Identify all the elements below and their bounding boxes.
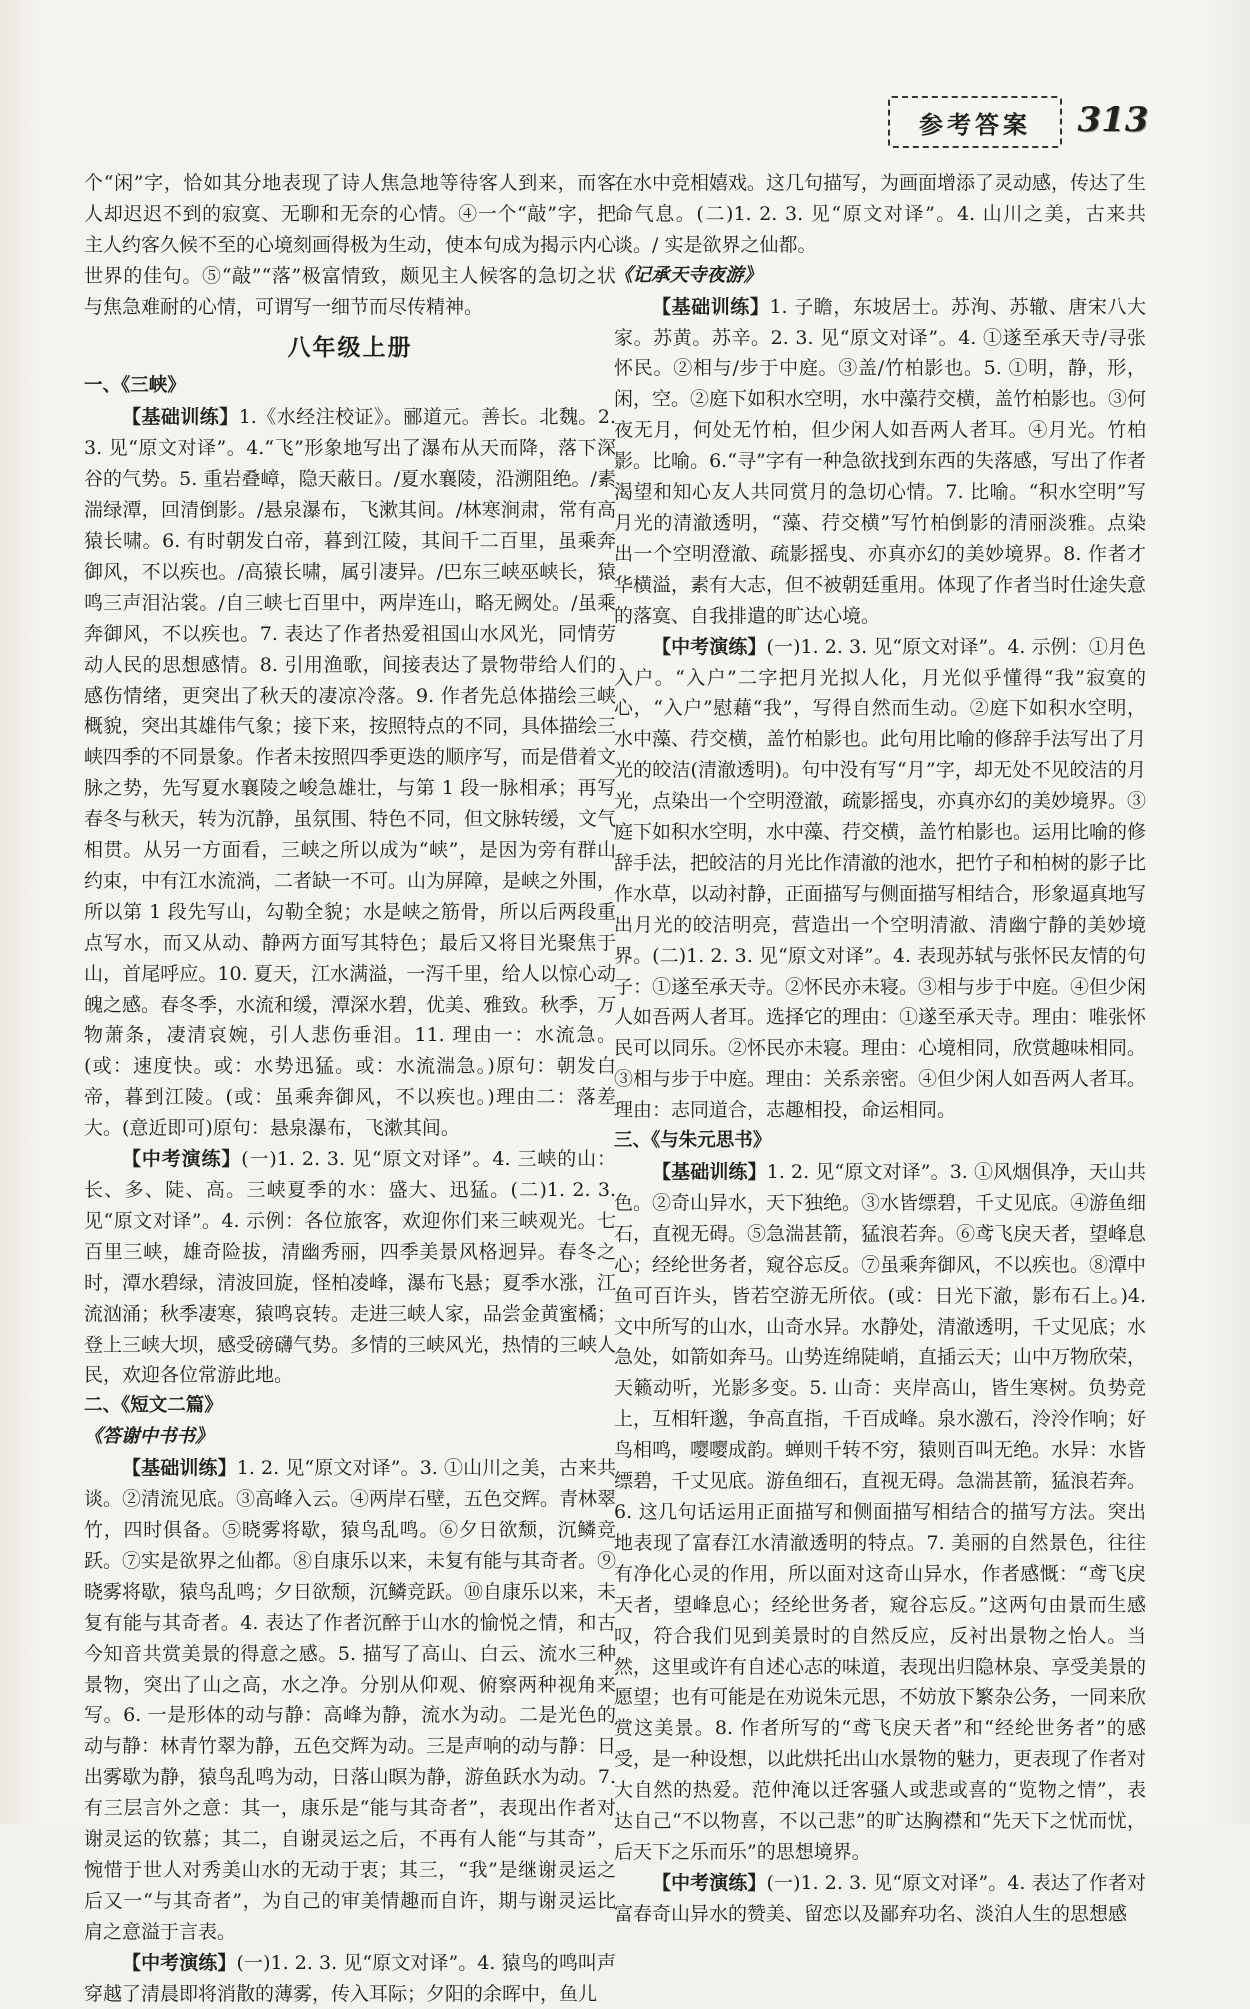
subsection-heading-chengtiansi: 《记承天寺夜游》: [614, 264, 763, 286]
answer-paragraph: [614, 1157, 1146, 1868]
right-continuation: 在水中竞相嬉戏。这几句描写，为画面增添了灵动感，传达了生命气息。(二)1. 2. 3. 见“原文对译”。4. 山川之美，古来共谈。/ 实是欲界之仙都。: [614, 172, 1147, 256]
section-heading-zhuyuansi: 三、《与朱元思书》: [614, 1130, 772, 1152]
exam-practice-tag: 【中考演练】: [122, 1951, 237, 1974]
answer-paragraph: [614, 292, 1146, 632]
answer-paragraph: [84, 1453, 616, 1948]
reference-answer-badge: 参考答案: [888, 96, 1062, 148]
answer-paragraph: [84, 402, 616, 1144]
basic-training-tag: 【基础训练】: [652, 295, 770, 318]
section-heading-sanxia: 一、《三峡》: [84, 375, 186, 397]
answer-paragraph: [84, 1948, 616, 2009]
answer-paragraph: [614, 632, 1146, 1127]
intro-continuation: 个“闲”字，恰如其分地表现了诗人焦急地等待客人到来，而客人却迟迟不到的寂寞、无聊和无奈的心情。④一个“敲”字，把主人约客久候不至的心境刻画得极为生动，使本句成为揭示内心世界的佳句。⑤“敲”“落”极富情致，颇见主人候客的急切之状与焦急难耐的心情，可谓写一细节而尽传精神。: [84, 172, 617, 318]
right-column: [614, 168, 1147, 1925]
answer-text: 1. 子瞻，东坡居士。苏洵、苏辙、唐宋八大家。苏黄。苏辛。2. 3. 见“原文对译”。4. ①遂至承天寺/寻张怀民。②相与/步于中庭。③盖/竹柏影也。5. ①明，静，形，闲，空。②庭下如积水空明，水中藻荇交横，盖竹柏影也。③何夜无月，何处无竹柏，但少闲人如吾两人者耳。④月光。竹柏影。比喻。6.“寻”字有一种急欲找到东西的失落感，写出了作者渴望和知心友人共同赏月的急切心情。7. 比喻。“积水空明”写月光的清澈透明，“藻、荇交横”写竹柏倒影的清丽淡雅。点染出一个空明澄澈、疏影摇曳、亦真亦幻的美妙境界。8. 作者才华横溢，素有大志，但不被朝廷重用。体现了作者当时仕途失意的落寞、自我排遣的旷达心境。: [614, 295, 1147, 627]
answer-text: (一)1. 2. 3. 见“原文对译”。4. 表达了作者对富春奇山异水的赞美、留恋以及鄙弃功名、淡泊人生的思想感: [614, 1871, 1146, 1925]
exam-practice-tag: 【中考演练】: [122, 1148, 242, 1171]
answer-text: (一)1. 2. 3. 见“原文对译”。4. 三峡的山：长、多、陡、高。三峡夏季的水：盛大、迅猛。(二)1. 2. 3. 见“原文对译”。4. 示例：各位旅客，欢迎你们来三峡观光。七百里三峡，雄奇险拔，清幽秀丽，四季美景风格迥异。春冬之时，潭水碧绿，清波回旋，怪柏凌峰，瀑布飞悬；夏季水涨，江流汹涌；秋季凄寒，猿鸣哀转。走进三峡人家，品尝金黄蜜橘；登上三峡大坝，感受磅礴气势。多情的三峡风光，热情的三峡人民，欢迎各位常游此地。: [84, 1148, 617, 1387]
left-column: [84, 168, 617, 2005]
exam-practice-tag: 【中考演练】: [652, 635, 767, 658]
answer-paragraph: [84, 1144, 616, 1391]
basic-training-tag: 【基础训练】: [122, 406, 239, 429]
answer-paragraph: [614, 1868, 1146, 1930]
answer-text: 1. 2. 见“原文对译”。3. ①山川之美，古来共谈。②清流见底。③高峰入云。④两岸石壁，五色交辉。青林翠竹，四时俱备。⑤晓雾将歇，猿鸟乱鸣。⑥夕日欲颓，沉鳞竞跃。⑦实是欲界之仙都。⑧自康乐以来，未复有能与其奇者。⑨晓雾将歇，猿鸟乱鸣；夕日欲颓，沉鳞竞跃。⑩自康乐以来，未复有能与其奇者。4. 表达了作者沉醉于山水的愉悦之情，和古今知音共赏美景的得意之感。5. 描写了高山、白云、流水三种景物，突出了山之高，水之净。分别从仰观、俯察两种视角来写。6. 一是形体的动与静：高峰为静，流水为动。二是光色的动与静：林青竹翠为静，五色交辉为动。三是声响的动与静：日出雾歇为静，猿鸟乱鸣为动，日落山暝为静，游鱼跃水为动。7. 有三层言外之意：其一，康乐是“能与其奇者”，表现出作者对谢灵运的钦慕；其二，自谢灵运之后，不再有人能“与其奇”，惋惜于世人对秀美山水的无动于衷；其三，“我”是继谢灵运之后又一“与其奇者”，为自己的审美情趣而自许，期与谢灵运比肩之意溢于言表。: [84, 1457, 617, 1943]
exam-practice-tag: 【中考演练】: [652, 1871, 767, 1894]
basic-training-tag: 【基础训练】: [122, 1457, 237, 1480]
section-heading-short-texts: 二、《短文二篇》: [84, 1395, 223, 1417]
answer-text: 1. 2. 见“原文对译”。3. ①风烟俱净，天山共色。②奇山异水，天下独绝。③水皆缥碧，千丈见底。④游鱼细石，直视无碍。⑤急湍甚箭，猛浪若奔。⑥鸢飞戾天者，望峰息心；经纶世务者，窥谷忘反。⑦虽乘奔御风，不以疾也。⑧潭中鱼可百许头，皆若空游无所依。(或：日光下澈，影布石上。)4. 文中所写的山水，山奇水异。水静处，清澈透明，千丈见底；水急处，如箭如奔马。山势连绵陡峭，直插云天；山中万物欣荣，天籁动听，光影多变。5. 山奇：夹岸高山，皆生寒树。负势竞上，互相轩邈，争高直指，千百成峰。泉水激石，泠泠作响；好鸟相鸣，嘤嘤成韵。蝉则千转不穷，猿则百叫无绝。水异：水皆缥碧，千丈见底。游鱼细石，直视无碍。急湍甚箭，猛浪若奔。6. 这几句话运用正面描写和侧面描写相结合的描写方法。突出地表现了富春江水清澈透明的特点。7. 美丽的自然景色，往往有净化心灵的作用，所以面对这奇山异水，作者感慨：“鸢飞戾天者，望峰息心；经纶世务者，窥谷忘反。”这两句由景而生感叹，符合我们见到美景时的自然反应，反衬出景物之怡人。当然，这里或许有自述心志的味道，表现出归隐林泉、享受美景的愿望；也有可能是在劝说朱元思，不妨放下繁杂公务，一同来欣赏这美景。8. 作者所写的“鸢飞戾天者”和“经纶世务者”的感受，是一种设想，以此烘托出山水景物的魅力，更表现了作者对大自然的热爱。范仲淹以迁客骚人或悲或喜的“览物之情”，表达自己“不以物喜，不以己悲”的旷达胸襟和“先天下之忧而忧，后天下之乐而乐”的思想境界。: [614, 1161, 1147, 1863]
answer-text: (一)1. 2. 3. 见“原文对译”。4. 示例：①月色入户。“入户”二字把月光拟人化，月光似乎懂得“我”寂寞的心，“入户”慰藉“我”，写得自然而生动。②庭下如积水空明，水中藻、荇交横，盖竹柏影也。此句用比喻的修辞手法写出了月光的皎洁(清澈透明)。句中没有写“月”字，却无处不见皎洁的月光，点染出一个空明澄澈，疏影摇曳，亦真亦幻的美妙境界。③庭下如积水空明，水中藻、荇交横，盖竹柏影也。运用比喻的修辞手法，把皎洁的月光比作清澈的池水，把竹子和柏树的影子比作水草，以动衬静，正面描写与侧面描写相结合，形象逼真地写出月光的皎洁明亮，营造出一个空明清澈、清幽宁静的美妙境界。(二)1. 2. 3. 见“原文对译”。4. 表现苏轼与张怀民友情的句子：①遂至承天寺。②怀民亦未寝。③相与步于中庭。④但少闲人如吾两人者耳。选择它的理由：①遂至承天寺。理由：唯张怀民可以同乐。②怀民亦未寝。理由：心境相同，欣赏趣味相同。③相与步于中庭。理由：关系亲密。④但少闲人如吾两人者耳。理由：志同道合，志趣相投，命运相同。: [614, 635, 1147, 1122]
answer-text: (一)1. 2. 3. 见“原文对译”。4. 猿鸟的鸣叫声穿越了清晨即将消散的薄雾，传入耳际；夕阳的余晖中，鱼儿: [84, 1951, 616, 2005]
subsection-heading-daxie: 《答谢中书书》: [84, 1426, 214, 1448]
answer-text: 1.《水经注校证》。郦道元。善长。北魏。2. 3. 见“原文对译”。4.“飞”形象地写出了瀑布从天而降，落下深谷的气势。5. 重岩叠嶂，隐天蔽日。/夏水襄陵，沿溯阻绝。/素湍绿潭，回清倒影。/悬泉瀑布，飞漱其间。/林寒涧肃，常有高猿长啸。6. 有时朝发白帝，暮到江陵，其间千二百里，虽乘奔御风，不以疾也。/高猿长啸，属引凄异。/巴东三峡巫峡长，猿鸣三声泪沾裳。/自三峡七百里中，两岸连山，略无阙处。/虽乘奔御风，不以疾也。7. 表达了作者热爱祖国山水风光，同情劳动人民的思想感情。8. 引用渔歌，间接表达了景物带给人们的感伤情绪，更突出了秋天的凄凉冷落。9. 作者先总体描绘三峡概貌，突出其雄伟气象；接下来，按照特点的不同，具体描绘三峡四季的不同景象。作者未按照四季更迭的顺序写，而是借着文脉之势，先写夏水襄陵之峻急雄壮，与第 1 段一脉相承；再写春冬与秋天，转为沉静，虽氛围、特色不同，但文脉转缓，文气相贯。从另一方面看，三峡之所以成为“峡”，是因为旁有群山约束，中有江水流淌，二者缺一不可。山为屏障，是峡之外围，所以第 1 段先写山，勾勒全貌；水是峡之筋骨，所以后两段重点写水，而又从动、静两方面写其特色；最后又将目光聚焦于山，首尾呼应。10. 夏天，江水满溢，一泻千里，给人以惊心动魄之感。春冬季，水流和缓，潭深水碧，优美、雅致。秋季，万物萧条，凄清哀婉，引人悲伤垂泪。11. 理由一：水流急。(或：速度快。或：水势迅猛。或：水流湍急。)原句：朝发白帝，暮到江陵。(或：虽乘奔御风，不以疾也。)理由二：落差大。(意近即可)原句：悬泉瀑布，飞漱其间。: [84, 406, 617, 1140]
page-number: 313: [1077, 100, 1149, 140]
grade-title: 八年级上册: [287, 334, 413, 361]
basic-training-tag: 【基础训练】: [652, 1161, 767, 1183]
